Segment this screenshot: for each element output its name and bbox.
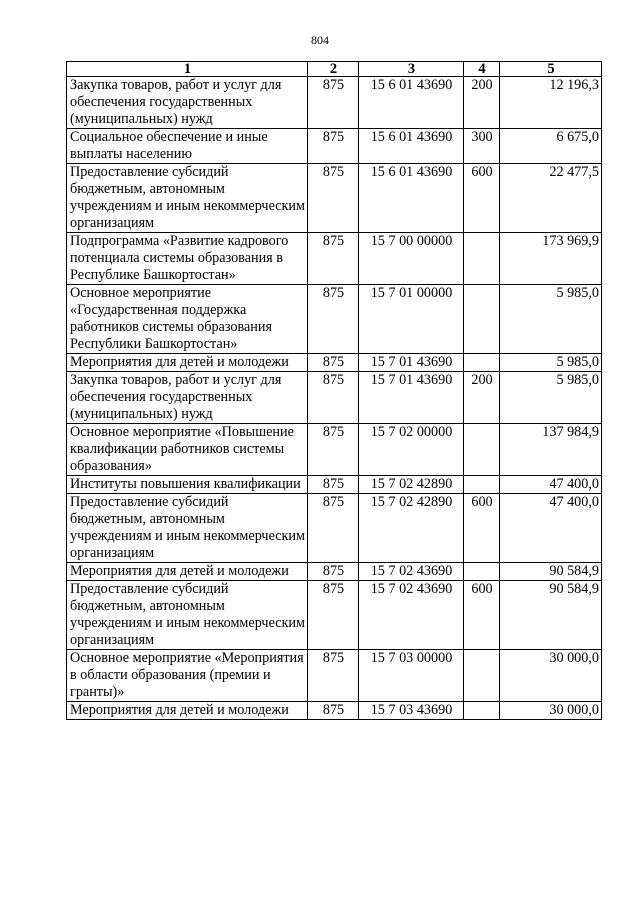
vr-cell xyxy=(464,650,500,702)
code-cell: 875 xyxy=(308,563,359,581)
sum-cell: 5 985,0 xyxy=(500,372,602,424)
sum-cell: 47 400,0 xyxy=(500,494,602,563)
code-cell: 875 xyxy=(308,702,359,720)
table-row xyxy=(67,129,602,164)
sum-cell: 12 196,3 xyxy=(500,77,602,129)
csr-cell: 15 7 01 43690 xyxy=(359,372,464,424)
table-header xyxy=(67,62,602,77)
name-cell: Мероприятия для детей и молодежи xyxy=(67,354,308,372)
code-cell: 875 xyxy=(308,650,359,702)
csr-cell: 15 7 03 00000 xyxy=(359,650,464,702)
sum-cell: 90 584,9 xyxy=(500,581,602,650)
table-row xyxy=(67,494,602,563)
vr-cell: 600 xyxy=(464,164,500,233)
csr-cell: 15 7 02 43690 xyxy=(359,563,464,581)
page-number: 804 xyxy=(311,33,329,47)
sum-cell: 5 985,0 xyxy=(500,354,602,372)
csr-cell: 15 6 01 43690 xyxy=(359,129,464,164)
name-cell: Закупка товаров, работ и услуг для обеспечения государственных (муниципальных) нужд xyxy=(67,372,308,424)
table-row xyxy=(67,164,602,233)
sum-cell: 22 477,5 xyxy=(500,164,602,233)
vr-cell xyxy=(464,476,500,494)
name-cell: Мероприятия для детей и молодежи xyxy=(67,563,308,581)
table-row xyxy=(67,233,602,285)
code-cell: 875 xyxy=(308,372,359,424)
budget-table xyxy=(66,61,602,720)
code-cell: 875 xyxy=(308,476,359,494)
name-cell: Основное мероприятие «Государственная поддержка работников системы образования Республики Башкортостан» xyxy=(67,285,308,354)
column-header-code: 2 xyxy=(308,62,359,77)
sum-cell: 30 000,0 xyxy=(500,702,602,720)
column-header-sum: 5 xyxy=(500,62,602,77)
code-cell: 875 xyxy=(308,354,359,372)
name-cell: Институты повышения квалификации xyxy=(67,476,308,494)
table-row xyxy=(67,563,602,581)
vr-cell xyxy=(464,563,500,581)
code-cell: 875 xyxy=(308,233,359,285)
vr-cell: 300 xyxy=(464,129,500,164)
sum-cell: 47 400,0 xyxy=(500,476,602,494)
vr-cell: 600 xyxy=(464,494,500,563)
vr-cell xyxy=(464,424,500,476)
csr-cell: 15 7 02 43690 xyxy=(359,581,464,650)
name-cell: Предоставление субсидий бюджетным, автономным учреждениям и иным некоммерческим организациям xyxy=(67,581,308,650)
csr-cell: 15 6 01 43690 xyxy=(359,164,464,233)
name-cell: Предоставление субсидий бюджетным, автономным учреждениям и иным некоммерческим организациям xyxy=(67,164,308,233)
name-cell: Основное мероприятие «Повышение квалификации работников системы образования» xyxy=(67,424,308,476)
csr-cell: 15 7 02 42890 xyxy=(359,476,464,494)
csr-cell: 15 6 01 43690 xyxy=(359,77,464,129)
column-header-vr: 4 xyxy=(464,62,500,77)
table-row xyxy=(67,702,602,720)
table-row xyxy=(67,285,602,354)
name-cell: Мероприятия для детей и молодежи xyxy=(67,702,308,720)
table-row xyxy=(67,650,602,702)
sum-cell: 137 984,9 xyxy=(500,424,602,476)
table-row xyxy=(67,372,602,424)
table-row xyxy=(67,581,602,650)
name-cell: Предоставление субсидий бюджетным, автономным учреждениям и иным некоммерческим организациям xyxy=(67,494,308,563)
vr-cell xyxy=(464,702,500,720)
csr-cell: 15 7 01 00000 xyxy=(359,285,464,354)
vr-cell xyxy=(464,354,500,372)
code-cell: 875 xyxy=(308,494,359,563)
vr-cell: 600 xyxy=(464,581,500,650)
name-cell: Закупка товаров, работ и услуг для обеспечения государственных (муниципальных) нужд xyxy=(67,77,308,129)
sum-cell: 173 969,9 xyxy=(500,233,602,285)
csr-cell: 15 7 03 43690 xyxy=(359,702,464,720)
csr-cell: 15 7 00 00000 xyxy=(359,233,464,285)
column-header-name: 1 xyxy=(67,62,308,77)
csr-cell: 15 7 02 42890 xyxy=(359,494,464,563)
code-cell: 875 xyxy=(308,164,359,233)
table-row xyxy=(67,77,602,129)
sum-cell: 6 675,0 xyxy=(500,129,602,164)
name-cell: Подпрограмма «Развитие кадрового потенциала системы образования в Республике Башкортостан» xyxy=(67,233,308,285)
code-cell: 875 xyxy=(308,285,359,354)
table-row xyxy=(67,476,602,494)
header-row xyxy=(67,62,602,77)
vr-cell: 200 xyxy=(464,372,500,424)
csr-cell: 15 7 02 00000 xyxy=(359,424,464,476)
table-body xyxy=(67,77,602,720)
vr-cell xyxy=(464,233,500,285)
csr-cell: 15 7 01 43690 xyxy=(359,354,464,372)
sum-cell: 90 584,9 xyxy=(500,563,602,581)
column-header-csr: 3 xyxy=(359,62,464,77)
code-cell: 875 xyxy=(308,77,359,129)
table-row xyxy=(67,354,602,372)
code-cell: 875 xyxy=(308,581,359,650)
name-cell: Социальное обеспечение и иные выплаты населению xyxy=(67,129,308,164)
vr-cell xyxy=(464,285,500,354)
name-cell: Основное мероприятие «Мероприятия в области образования (премии и гранты)» xyxy=(67,650,308,702)
code-cell: 875 xyxy=(308,129,359,164)
table-row xyxy=(67,424,602,476)
sum-cell: 5 985,0 xyxy=(500,285,602,354)
sum-cell: 30 000,0 xyxy=(500,650,602,702)
vr-cell: 200 xyxy=(464,77,500,129)
code-cell: 875 xyxy=(308,424,359,476)
